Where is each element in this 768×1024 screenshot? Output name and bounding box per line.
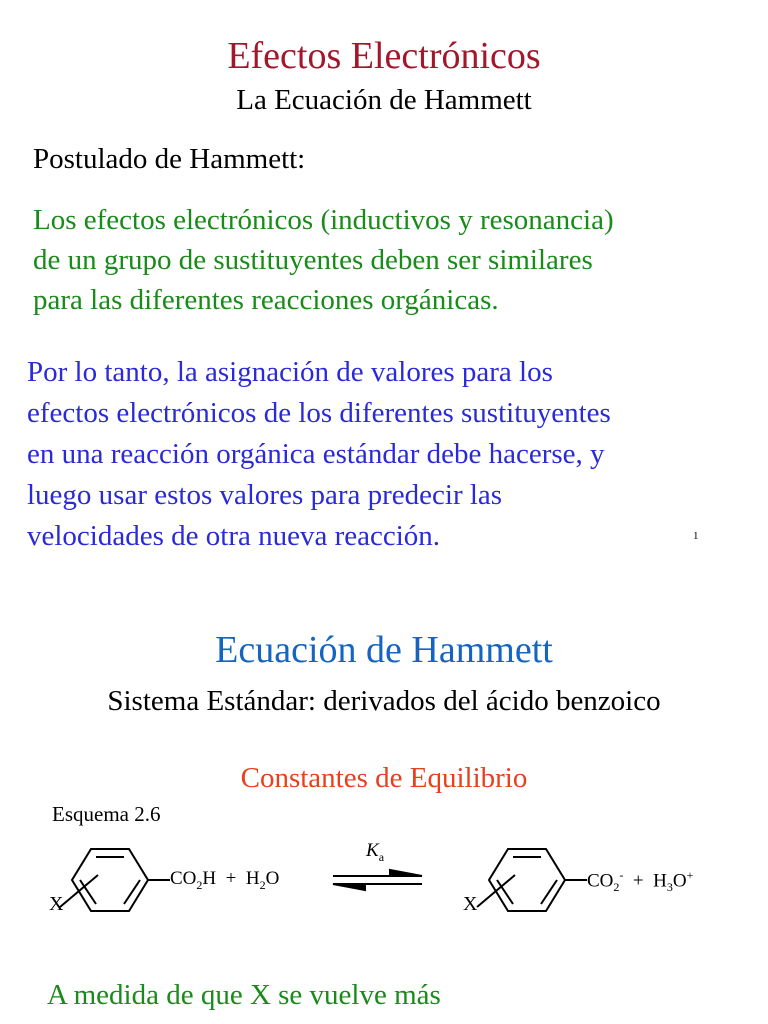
benzene-ring-right <box>477 849 587 911</box>
slide-title: Ecuación de Hammett <box>215 629 553 671</box>
consequence-line: en una reacción orgánica estándar debe hacerse, y <box>27 438 605 470</box>
equilibrium-arrows <box>333 870 422 890</box>
slide-subtitle: La Ecuación de Hammett <box>236 84 532 116</box>
products-formula: $CO_2^- + H_3O^+$ <box>587 868 694 895</box>
equilibrium-heading: Constantes de Equilibrio <box>240 762 528 794</box>
consequence-line: luego usar estos valores para predecir las <box>27 479 503 511</box>
benzene-ring-left <box>60 849 170 911</box>
consequence-text <box>27 352 611 557</box>
postulate-label: Postulado de Hammett: <box>33 143 306 175</box>
bottom-statement: A medida de que X se vuelve más <box>47 979 441 1011</box>
scheme-label: Esquema 2.6 <box>52 802 161 826</box>
postulate-line: para las diferentes reacciones orgánicas. <box>33 284 499 316</box>
page-number: 1 <box>693 530 699 542</box>
slide-subtitle: Sistema Estándar: derivados del ácido benzoico <box>107 685 661 717</box>
consequence-line: velocidades de otra nueva reacción. <box>27 520 441 552</box>
postulate-line: de un grupo de sustituyentes deben ser similares <box>33 244 593 276</box>
ka-label: $K_a$ <box>366 840 385 864</box>
reactants-formula: $CO_2H + H_2O$ <box>170 868 280 892</box>
substituent-x-left: X <box>49 893 64 915</box>
postulate-line: Los efectos electrónicos (inductivos y resonancia) <box>33 204 614 236</box>
consequence-line: efectos electrónicos de los diferentes sustituyentes <box>27 397 611 429</box>
slide-title: Efectos Electrónicos <box>227 35 541 77</box>
consequence-line: Por lo tanto, la asignación de valores para los <box>27 356 553 388</box>
substituent-x-right: X <box>463 893 478 915</box>
postulate-text <box>33 200 614 320</box>
